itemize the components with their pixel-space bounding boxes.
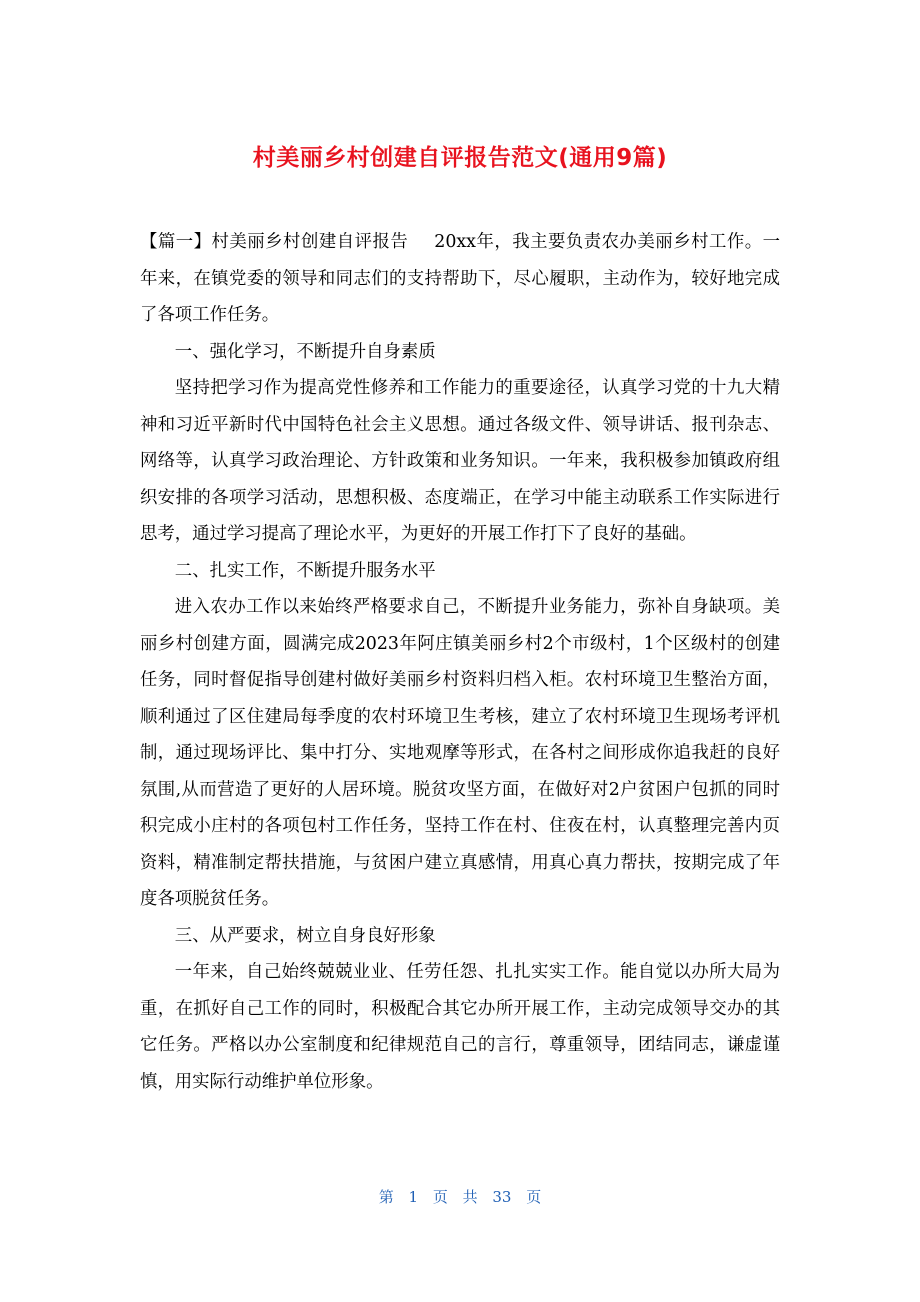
page-number-footer: 第 1 页 共 33 页	[378, 1188, 542, 1206]
section-heading-3: 三、从严要求，树立自身良好形象	[174, 925, 436, 946]
section-heading-1: 一、强化学习，不断提升自身素质	[174, 341, 436, 362]
section-heading-2: 二、扎实工作，不断提升服务水平	[174, 560, 436, 581]
intro-paragraph	[140, 224, 780, 334]
document-body	[140, 224, 780, 1100]
section-body-3: 一年来，自己始终兢兢业业、任劳任怨、扎扎实实工作。能自觉以办所大局为重，在抓好自己工作的同时，积极配合其它办所开展工作，主动完成领导交办的其它任务。严格以办公室制度和纪律规范自己的言行，尊重领导，团结同志，谦虚谨慎，用实际行动维护单位形象。	[140, 962, 780, 1092]
section-body-2: 进入农办工作以来始终严格要求自己，不断提升业务能力，弥补自身缺项。美丽乡村创建方面，圆满完成2023年阿庄镇美丽乡村2个市级村，1个区级村的创建任务，同时督促指导创建村做好美丽乡村资料归档入柜。农村环境卫生整治方面，顺利通过了区住建局每季度的农村环境卫生考核，建立了农村环境卫生现场考评机制，通过现场评比、集中打分、实地观摩等形式，在各村之间形成你追我赶的良好氛围,从而营造了更好的人居环境。脱贫攻坚方面，在做好对2户贫困户包抓的同时积完成小庄村的各项包村工作任务，坚持工作在村、住夜在村，认真整理完善内页资料，精准制定帮扶措施，与贫困户建立真感情，用真心真力帮扶，按期完成了年度各项脱贫任务。	[140, 597, 780, 909]
intro-label: 【篇一】村美丽乡村创建自评报告	[140, 232, 409, 252]
intro-text: 20xx年，我主要负责农办美丽乡村工作。一年来，在镇党委的领导和同志们的支持帮助下，尽心履职，主动作为，较好地完成了各项工作任务。	[140, 232, 780, 325]
section-body-1: 坚持把学习作为提高党性修养和工作能力的重要途径，认真学习党的十九大精神和习近平新时代中国特色社会主义思想。通过各级文件、领导讲话、报刊杂志、网络等，认真学习政治理论、方针政策和业务知识。一年来，我积极参加镇政府组织安排的各项学习活动，思想积极、态度端正，在学习中能主动联系工作实际进行思考，通过学习提高了理论水平，为更好的开展工作打下了良好的基础。	[140, 378, 780, 544]
document-title: 村美丽乡村创建自评报告范文(通用9篇)	[252, 145, 668, 171]
